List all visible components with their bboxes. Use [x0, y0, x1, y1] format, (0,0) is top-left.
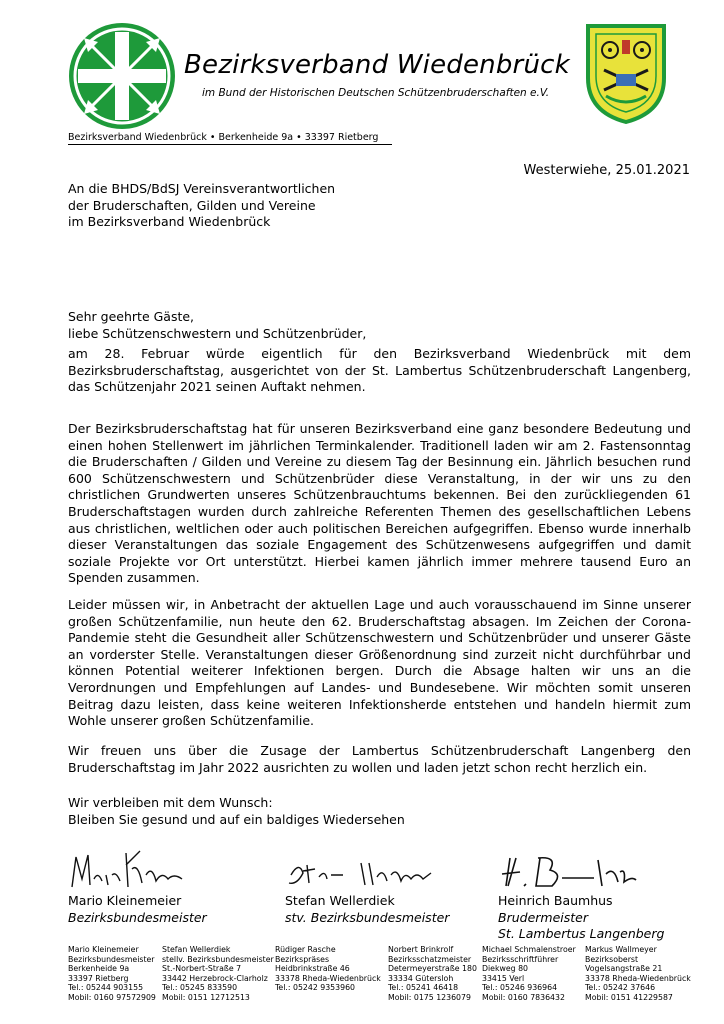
body-paragraph: am 28. Februar würde eigentlich für den Bezirksverband Wiedenbrück mit dem Bezirksbruderschaftstag, ausgerichtet von der St. Lambertus Schützenbruderschaft Langenberg, das Schützenjahr 2021 seinen Auftakt nehmen. [68, 346, 691, 395]
footer-line: Berkenheide 9a [68, 964, 130, 974]
organization-subtitle: im Bund der Historischen Deutschen Schützenbruderschaften e.V. [202, 87, 550, 99]
footer-line: Bezirkspräses [275, 954, 330, 964]
signer-name: Stefan Wellerdiek [285, 893, 395, 908]
footer-line: Stefan Wellerdiek [162, 945, 231, 954]
recipient-line: An die BHDS/BdSJ Vereinsverantwortlichen [68, 181, 336, 196]
footer-line: Diekweg 80 [482, 964, 529, 974]
footer-line: Tel.: 05246 936964 [482, 983, 558, 993]
footer-line: Mario Kleinemeier [68, 945, 139, 954]
footer-line: Heidbrinkstraße 46 [275, 964, 350, 974]
footer-line: 33334 Gütersloh [388, 973, 454, 983]
signer-role: stv. Bezirksbundesmeister [285, 909, 450, 925]
footer-line: Rüdiger Rasche [275, 945, 336, 954]
body-paragraph: Der Bezirksbruderschaftstag hat für unseren Bezirksverband eine ganz besondere Bedeutung und einen hohen Stellenwert im jährlichen Terminkalender. Traditionell laden wir am 2. Fastensonntag die Bruderschaften / Gilden und Vereine zu diesem Tag der Besinnung ein. Jährlich besuchen rund 600 Schützenschwestern und Schützenbrüder diese Veranstaltung, in der wir uns zu den christlichen Grundwerten unseres Schützenbrauchtums bekennen. Bei den zurückliegenden 61 Bruderschaftstagen wurden durch zahlreiche Referenten Themen des gesellschaftlichen Lebens aus christlichen, weltlichen oder auch politischen Bereichen aufgegriffen. Ebenso wurde innerhalb dieser Veranstaltungen das soziale Engagement des Schützenwesens aufgegriffen und damit soziale Projekte vor Ort unterstützt. Hierbei kamen jährlich immer mehrere tausend Euro an Spenden zusammen. [68, 421, 691, 586]
salutation-line: Sehr geehrte Gäste, [68, 309, 195, 324]
footer-line: Bezirksoberst [585, 954, 639, 964]
footer-line: Mobil: 0151 41229587 [585, 992, 673, 1002]
recipient-line: im Bezirksverband Wiedenbrück [68, 214, 271, 229]
closing-line: Bleiben Sie gesund und auf ein baldiges Wiedersehen [68, 811, 405, 827]
footer-line: 33397 Rietberg [68, 973, 129, 983]
letter-date: Westerwiehe, 25.01.2021 [523, 163, 690, 178]
footer-line: St.-Norbert-Straße 7 [162, 964, 242, 974]
footer-line: 33442 Herzebrock-Clarholz [162, 973, 268, 983]
footer-contact [585, 945, 691, 1003]
footer-line: stellv. Bezirksbundesmeister [162, 954, 274, 964]
district-coat-of-arms [582, 20, 670, 124]
signer-role-organization: St. Lambertus Langenberg [498, 926, 665, 941]
footer-line: Tel.: 05242 9353960 [275, 983, 355, 993]
footer-line: Bezirksschatzmeister [388, 954, 472, 964]
footer-line: Mobil: 0151 12712513 [162, 992, 250, 1002]
footer-line: Tel.: 05244 903155 [68, 983, 144, 993]
footer-line: Markus Wallmeyer [585, 945, 657, 954]
footer-line: 33415 Verl [482, 973, 525, 983]
footer-line: Vogelsangstraße 21 [585, 964, 663, 974]
footer-contact [162, 945, 274, 1003]
footer-line: 33378 Rheda-Wiedenbrück [585, 973, 691, 983]
body-paragraph: Wir freuen uns über die Zusage der Lambertus Schützenbruderschaft Langenberg den Bruderschaftstag im Jahr 2022 ausrichten zu wollen und laden jetzt schon recht herzlich ein. [68, 743, 691, 775]
footer-line: Michael Schmalenstroer [482, 945, 576, 954]
footer-line: Tel.: 05245 833590 [162, 983, 238, 993]
footer-line: Bezirksbundesmeister [68, 954, 155, 964]
signature-kleinemeier [68, 845, 188, 895]
signature-wellerdiek [285, 855, 435, 891]
footer-line: Tel.: 05242 37646 [585, 983, 656, 993]
salutation [68, 309, 366, 342]
body-paragraph: Leider müssen wir, in Anbetracht der aktuellen Lage und auch vorausschauend im Sinne unserer großen Schützenfamilie, nun heute den 62. Bruderschaftstag absagen. Im Zeichen der Corona-Pandemie steht die Gesundheit aller Schützenschwestern und Schützenbrüder und unserer Gäste an vorderster Stelle. Veranstaltungen dieser Größenordnung sind zurzeit nicht durchführbar und können Potential weiterer Infektionen bergen. Durch die Absage halten wir uns an die Verordnungen und Empfehlungen auf Landes- und Bundesebene. Wir möchten somit unseren Beitrag dazu leisten, dass keine weiteren Infektionsherde entstehen und handeln hiermit zum Wohle unserer großen Schützenfamilie. [68, 597, 691, 729]
footer-contact [482, 945, 576, 1003]
recipient-block [68, 181, 335, 231]
footer-line: Mobil: 0175 1236079 [388, 992, 471, 1002]
signer-role: Brudermeister [498, 909, 588, 925]
recipient-line: der Bruderschaften, Gilden und Vereine [68, 197, 316, 213]
footer-contact [388, 945, 477, 1003]
footer-line: Mobil: 0160 7836432 [482, 992, 565, 1002]
signer-name: Mario Kleinemeier [68, 893, 182, 908]
footer-line: Norbert Brinkrolf [388, 945, 454, 954]
salutation-line: liebe Schützenschwestern und Schützenbrüder, [68, 325, 367, 341]
return-address: Bezirksverband Wiedenbrück • Berkenheide 9a • 33397 Rietberg [68, 132, 392, 145]
footer-line: Mobil: 0160 97572909 [68, 992, 156, 1002]
footer-line: Tel.: 05241 46418 [388, 983, 459, 993]
footer-line: Determeyerstraße 180 [388, 964, 477, 974]
closing-line: Wir verbleiben mit dem Wunsch: [68, 795, 273, 810]
footer-line: Bezirksschriftführer [482, 954, 559, 964]
closing-block [68, 795, 405, 828]
signer-block [285, 893, 449, 926]
signer-block [498, 893, 664, 943]
bhds-cross-logo [66, 20, 178, 132]
signer-block [68, 893, 207, 926]
organization-title: Bezirksverband Wiedenbrück [184, 50, 570, 80]
signer-name: Heinrich Baumhus [498, 893, 613, 908]
footer-contact [275, 945, 381, 993]
signer-role: Bezirksbundesmeister [68, 909, 207, 925]
footer-line: 33378 Rheda-Wiedenbrück [275, 973, 381, 983]
footer-contact [68, 945, 156, 1003]
signature-baumhus [498, 852, 638, 894]
